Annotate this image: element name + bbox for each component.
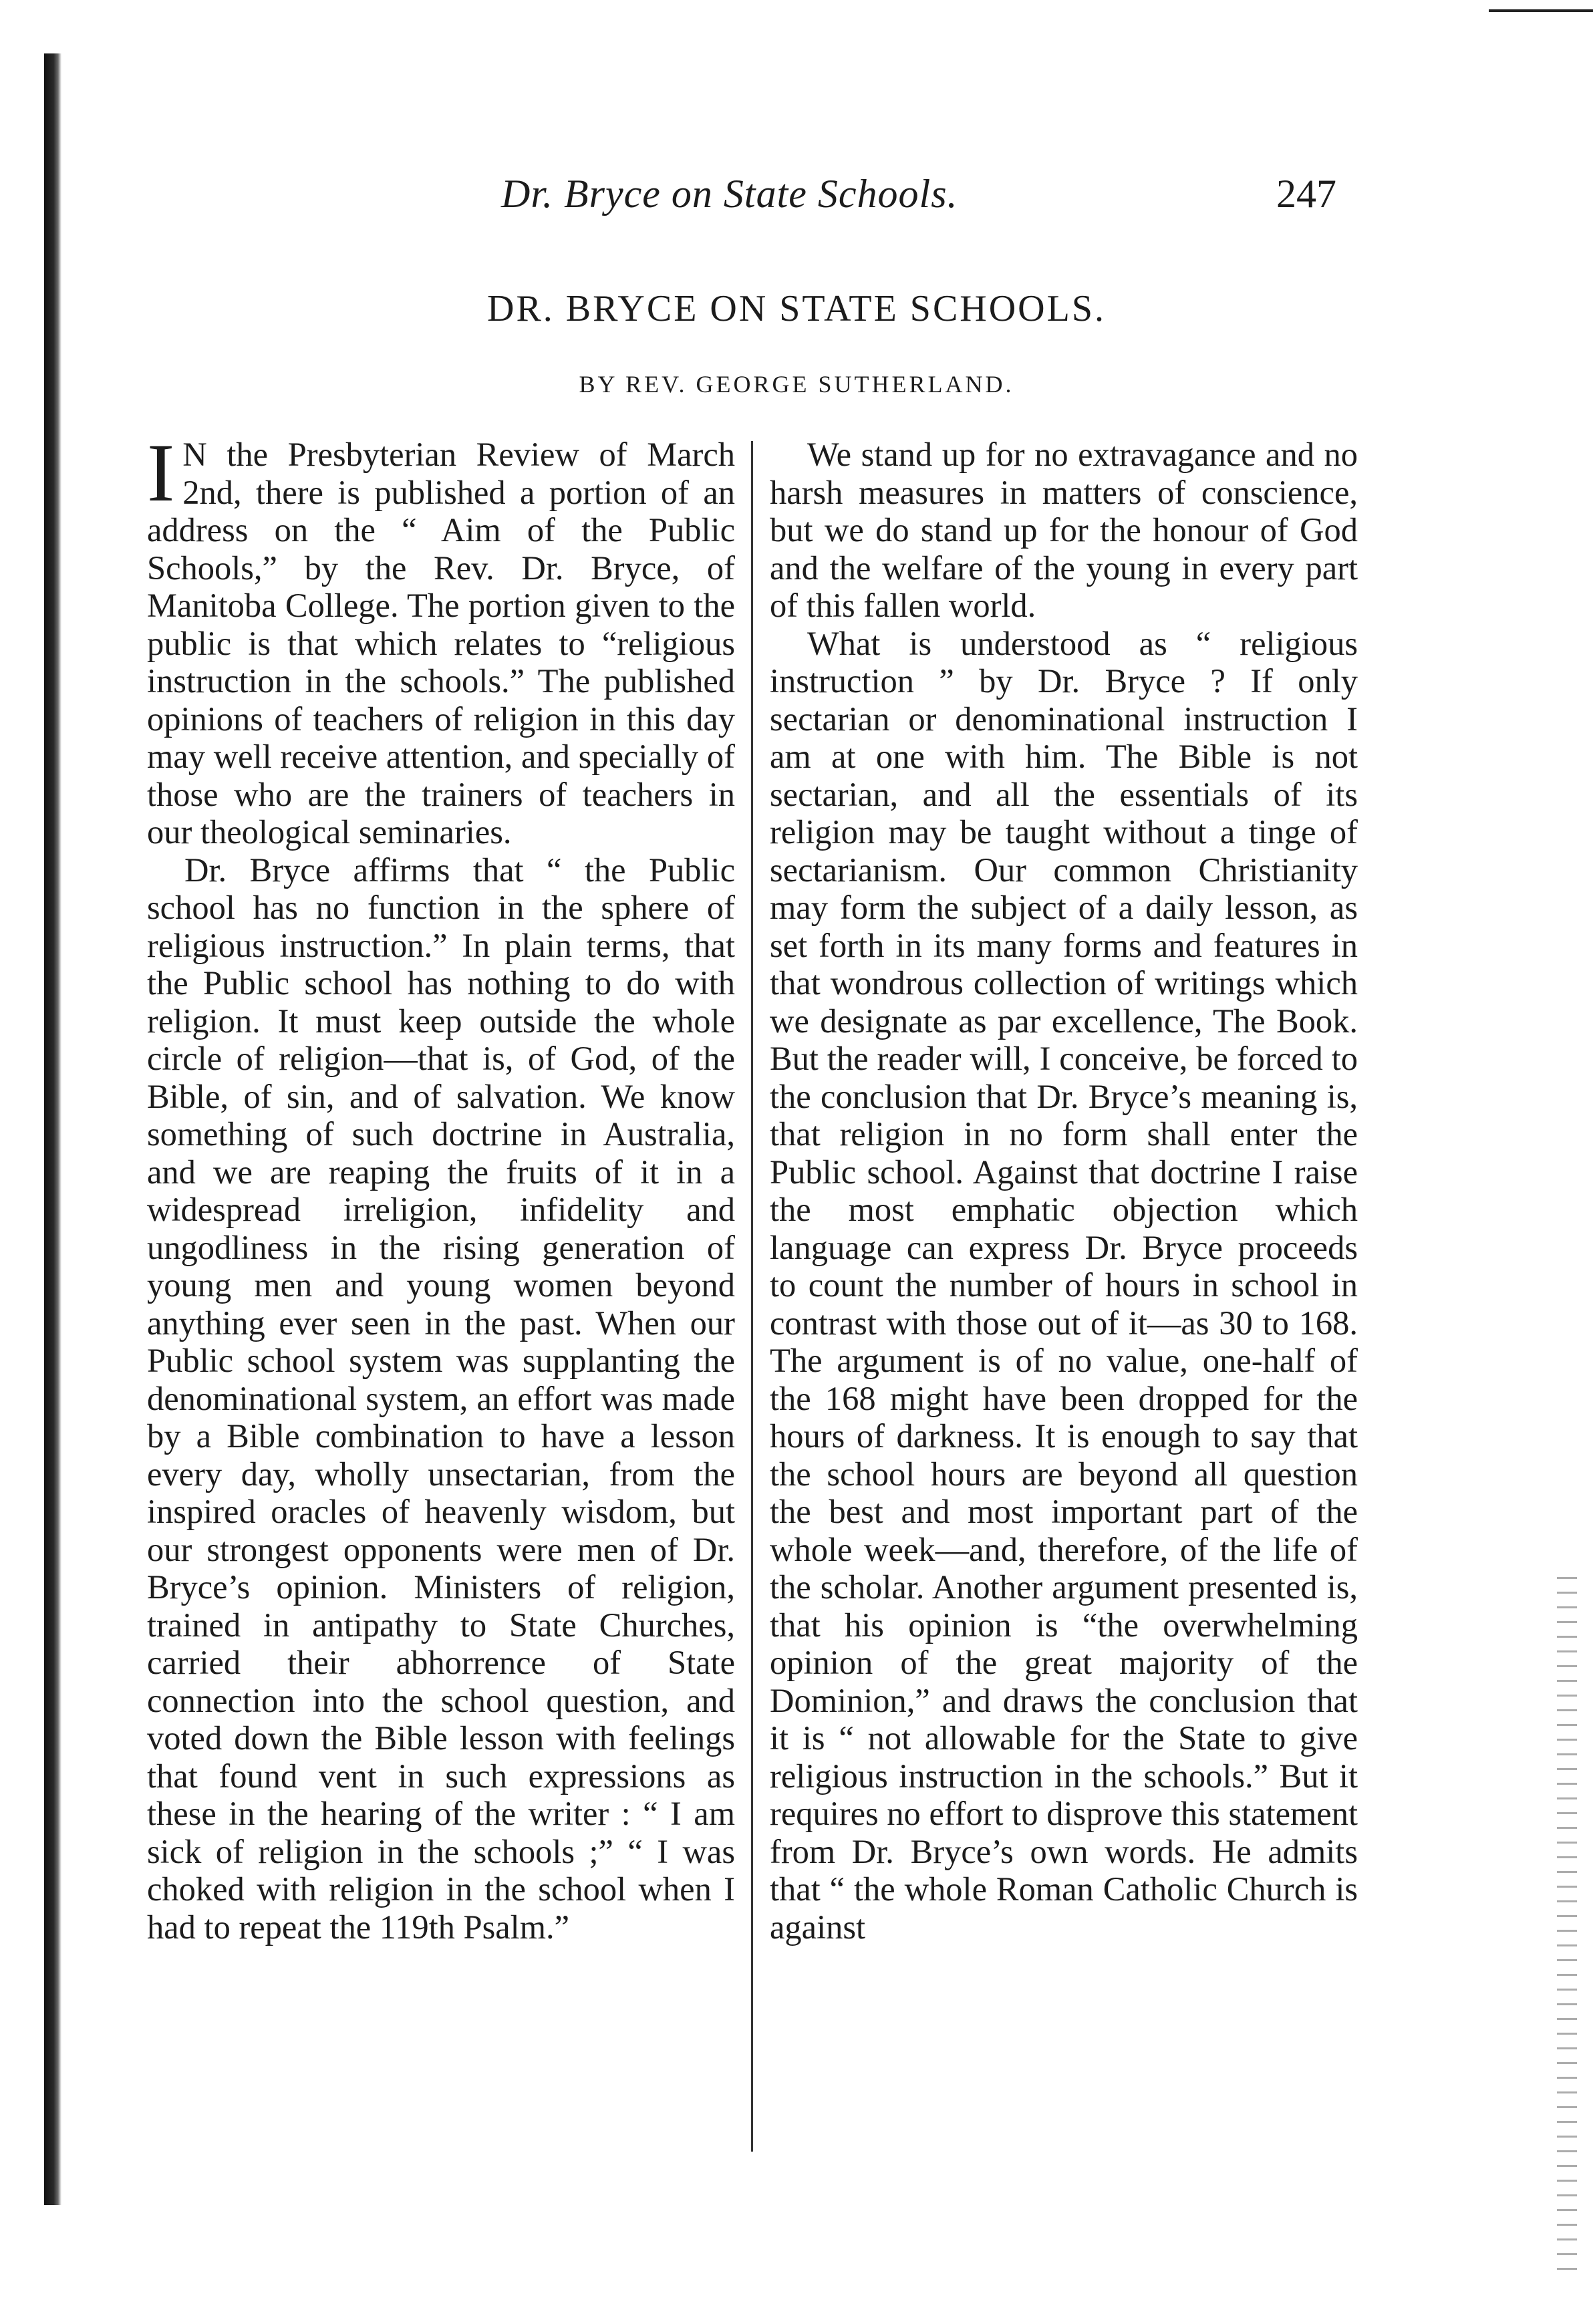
drop-cap: I — [147, 427, 175, 519]
right-paragraph-1: We stand up for no extravagance and no harsh measures in matters of conscience, but we do stand up for the honour of God and the welfare of the young in every part of this fallen world. — [770, 436, 1358, 624]
margin-scan-marks — [1557, 1577, 1577, 2279]
top-rule — [1489, 9, 1593, 12]
article-byline: BY REV. GEORGE SUTHERLAND. — [579, 371, 1014, 398]
running-title: Dr. Bryce on State Schools. — [501, 172, 958, 216]
article-title: DR. BRYCE ON STATE SCHOOLS. — [487, 288, 1106, 329]
left-paragraph-2: Dr. Bryce affirms that “ the Public school has no function in the sphere of religious instruction.” In plain terms, that the Public school has nothing to do with religion. It must keep outside the whole circle of religion—that is, of God, of the Bible, of sin, and of salvation. We know something of such doctrine in Australia, and we are reaping the fruits of it in a widespread irreligion, infidelity and ungodliness in the rising generation of young men and young women beyond anything ever seen in the past. When our Public school system was supplanting the denominational system, an effort was made by a Bible combination to have a lesson every day, wholly unsectarian, from the inspired oracles of heavenly wisdom, but our strongest opponents were men of Dr. Bryce’s opinion. Ministers of religion, trained in antipathy to State Churches, carried their abhorrence of State connection into the school question, and voted down the Bible lesson with feelings that found vent in such expressions as these in the hearing of the writer : “ I am sick of religion in the schools ;” “ I was choked with religion in the school when I had to repeat the 119th Psalm.” — [147, 851, 735, 1946]
column-divider — [751, 441, 753, 2152]
right-paragraph-2: What is understood as “ religious instruction ” by Dr. Bryce ? If only sectarian or denominational instruction I am at one with him. The Bible is not sectarian, and all the essentials of its religion may be taught without a tinge of sectarianism. Our common Christianity may form the subject of a daily lesson, as set forth in its many forms and features in that wondrous collection of writings which we designate as par excellence, The Book. But the reader will, I conceive, be forced to the conclusion that Dr. Bryce’s meaning is, that religion in no form shall enter the Public school. Against that doctrine I raise the most emphatic objection which language can express Dr. Bryce proceeds to count the number of hours in school in contrast with those out of it—as 30 to 168. The argument is of no value, one-half of the 168 might have been dropped for the hours of darkness. It is enough to say that the school hours are beyond all question the best and most important part of the whole week—and, therefore, of the life of the scholar. Another argument presented is, that his opinion is “the overwhelming opinion of the great majority of the Dominion,” and draws the conclusion that it is “ not allowable for the State to give religious instruction in the schools.” But it requires no effort to disprove this statement from Dr. Bryce’s own words. He admits that “ the whole Roman Catholic Church is against — [770, 624, 1358, 1946]
left-paragraph-1 — [147, 427, 735, 851]
right-column — [770, 436, 1358, 1946]
page-number: 247 — [1276, 172, 1336, 216]
left-column — [147, 427, 735, 1946]
left-paragraph-1-text: N the Presbyterian Review of March 2nd, there is published a portion of an address on the “ Aim of the Public Schools,” by the Rev. Dr. Bryce, of Manitoba College. The portion given to the public is that which relates to “religious instruction in the schools.” The published opinions of teachers of religion in this day may well receive attention, and specially of those who are the trainers of teachers in our theological seminaries. — [147, 436, 735, 851]
